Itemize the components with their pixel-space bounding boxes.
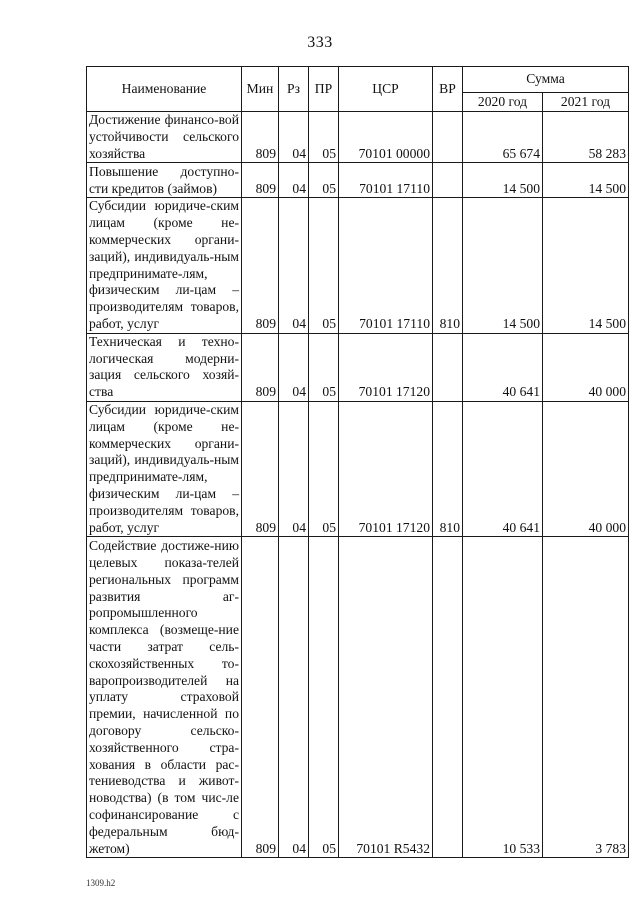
- row-csr: 70101 00000: [339, 112, 433, 163]
- row-pr: 05: [309, 401, 339, 536]
- row-amount-2020: 14 500: [463, 198, 543, 333]
- row-min: 809: [242, 112, 279, 163]
- row-amount-2020: 40 641: [463, 333, 543, 401]
- row-pr: 05: [309, 333, 339, 401]
- row-rz: 04: [279, 112, 309, 163]
- header-year-2021: 2021 год: [543, 93, 629, 112]
- row-csr: 70101 17110: [339, 163, 433, 198]
- header-year-2020: 2020 год: [463, 93, 543, 112]
- row-min: 809: [242, 537, 279, 858]
- row-csr: 70101 17120: [339, 333, 433, 401]
- header-csr: ЦСР: [339, 67, 433, 112]
- row-amount-2021: 14 500: [543, 198, 629, 333]
- row-vr: 810: [433, 198, 463, 333]
- table-row: [87, 198, 629, 333]
- row-amount-2020: 14 500: [463, 163, 543, 198]
- header-vr: ВР: [433, 67, 463, 112]
- row-vr: [433, 112, 463, 163]
- row-amount-2021: 3 783: [543, 537, 629, 858]
- row-csr: 70101 17120: [339, 401, 433, 536]
- row-csr: 70101 17110: [339, 198, 433, 333]
- page-number: 333: [307, 34, 333, 51]
- row-min: 809: [242, 198, 279, 333]
- footer-code: 1309.h2: [86, 878, 116, 888]
- table-row: [87, 112, 629, 163]
- row-rz: 04: [279, 333, 309, 401]
- row-amount-2021: 14 500: [543, 163, 629, 198]
- row-name: Субсидии юридиче-ским лицам (кроме не-коммерческих органи-заций), индивидуаль-ным предпринимате-лям, физическим ли-цам – производителям товаров, работ, услуг: [87, 401, 242, 536]
- row-csr: 70101 R5432: [339, 537, 433, 858]
- table-row: [87, 401, 629, 536]
- header-name: Наименование: [87, 67, 242, 112]
- row-name: Субсидии юридиче-ским лицам (кроме не-коммерческих органи-заций), индивидуаль-ным предпринимате-лям, физическим ли-цам – производителям товаров, работ, услуг: [87, 198, 242, 333]
- row-min: 809: [242, 401, 279, 536]
- budget-table: [86, 66, 629, 858]
- row-amount-2021: 58 283: [543, 112, 629, 163]
- row-min: 809: [242, 333, 279, 401]
- header-rz: Рз: [279, 67, 309, 112]
- row-amount-2020: 65 674: [463, 112, 543, 163]
- row-amount-2021: 40 000: [543, 401, 629, 536]
- row-pr: 05: [309, 112, 339, 163]
- header-pr: ПР: [309, 67, 339, 112]
- row-vr: 810: [433, 401, 463, 536]
- table-row: [87, 163, 629, 198]
- row-amount-2020: 10 533: [463, 537, 543, 858]
- row-rz: 04: [279, 401, 309, 536]
- table-row: [87, 333, 629, 401]
- row-amount-2020: 40 641: [463, 401, 543, 536]
- row-min: 809: [242, 163, 279, 198]
- row-name: Содействие достиже-нию целевых показа-телей региональных программ развития аг-ропромышленного комплекса (возмеще-ние части затрат сель-скохозяйственных то-варопроизводителей на уплату страховой премии, начисленной по договору сельско-хозяйственного стра-хования в области рас-тениеводства и живот-новодства) (в том чис-ле софинансирование с федеральным бюд-жетом): [87, 537, 242, 858]
- table-row: [87, 537, 629, 858]
- header-sum: Сумма: [463, 67, 629, 93]
- row-pr: 05: [309, 163, 339, 198]
- row-pr: 05: [309, 198, 339, 333]
- header-min: Мин: [242, 67, 279, 112]
- row-name: Достижение финансо-вой устойчивости сельского хозяйства: [87, 112, 242, 163]
- row-rz: 04: [279, 198, 309, 333]
- row-amount-2021: 40 000: [543, 333, 629, 401]
- row-name: Повышение доступно-сти кредитов (займов): [87, 163, 242, 198]
- row-pr: 05: [309, 537, 339, 858]
- row-vr: [433, 333, 463, 401]
- row-vr: [433, 537, 463, 858]
- row-vr: [433, 163, 463, 198]
- row-rz: 04: [279, 537, 309, 858]
- row-name: Техническая и техно-логическая модерни-зация сельского хозяй-ства: [87, 333, 242, 401]
- row-rz: 04: [279, 163, 309, 198]
